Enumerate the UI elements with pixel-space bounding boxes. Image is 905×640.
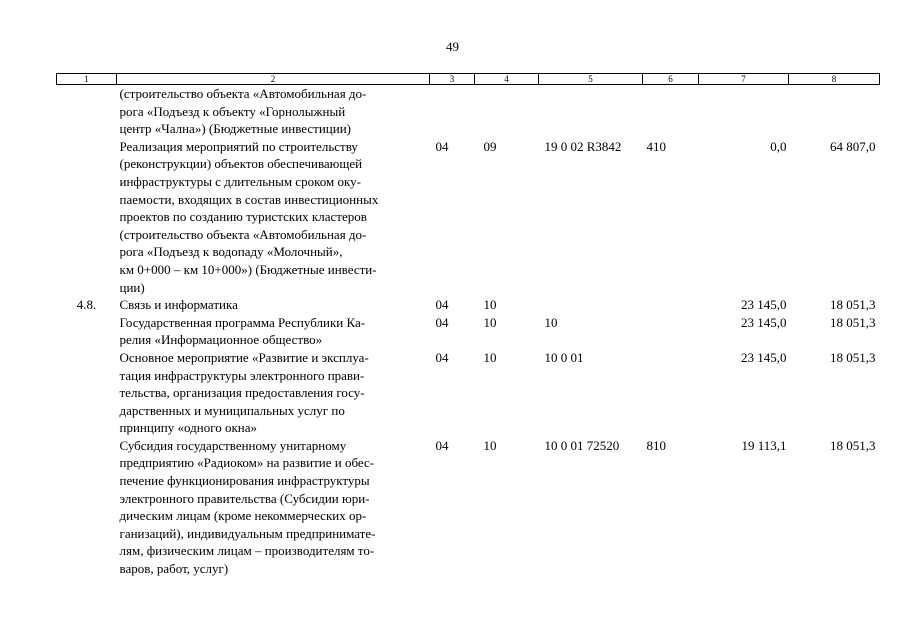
- item-number: [57, 349, 117, 437]
- target-code: 10 0 01: [544, 349, 584, 365]
- table-row: [57, 314, 880, 349]
- target-code: 19 0 02 R3842: [544, 138, 622, 154]
- item-number: [57, 437, 117, 578]
- target-code: 10: [544, 314, 558, 330]
- section-code: 04: [435, 297, 449, 313]
- column-header-7: 7: [699, 74, 789, 85]
- table-row: [57, 437, 880, 578]
- amount-col-7: 23 145,0: [741, 314, 787, 330]
- column-header-8: 8: [789, 74, 880, 85]
- target-code: 10 0 01 72520: [544, 437, 620, 453]
- column-header-6: 6: [643, 74, 699, 85]
- expense-type-code: 410: [646, 138, 666, 154]
- expense-type-code: [643, 85, 699, 138]
- section-code: 04: [435, 138, 449, 154]
- column-header-5: 5: [539, 74, 643, 85]
- amount-col-8: 64 807,0: [830, 138, 876, 154]
- expense-type-code: [643, 296, 699, 314]
- item-name: Субсидия государственному унитарному предприятию «Радиоком» на развитие и обес- печение функционирования инфраструктуры электронного правительства (Субсидии юри- дическим лицам (кроме некоммерческих ор- ганизаций), индивидуальным предпринимате- лям, физическим лицам – производителям то- варов, работ, услуг): [119, 437, 376, 577]
- subsection-code: 10: [483, 297, 497, 313]
- subsection-code: 09: [483, 138, 497, 154]
- subsection-code: 10: [483, 349, 497, 365]
- item-number: [57, 314, 117, 349]
- amount-col-8: 18 051,3: [830, 297, 876, 313]
- table-row: [57, 138, 880, 296]
- table-row: [57, 296, 880, 314]
- column-header-1: 1: [57, 74, 117, 85]
- amount-col-7: 23 145,0: [741, 297, 787, 313]
- subsection-code: 10: [483, 437, 497, 453]
- column-header-4: 4: [475, 74, 539, 85]
- amount-col-8: 18 051,3: [830, 349, 876, 365]
- column-header-3: 3: [430, 74, 475, 85]
- subsection-code: [475, 85, 539, 138]
- expense-type-code: [643, 349, 699, 437]
- expense-type-code: [643, 314, 699, 349]
- page-number: 49: [446, 39, 459, 54]
- section-code: [430, 85, 475, 138]
- section-code: 04: [435, 349, 449, 365]
- amount-col-7: [699, 85, 789, 138]
- expense-type-code: 810: [646, 437, 666, 453]
- target-code: [539, 296, 643, 314]
- item-number: [57, 138, 117, 296]
- column-number-row: [57, 74, 880, 85]
- item-name: Государственная программа Республики Ка- релия «Информационное общество»: [119, 314, 366, 348]
- table-row: [57, 349, 880, 437]
- subsection-code: 10: [483, 314, 497, 330]
- amount-col-7: 0,0: [770, 138, 787, 154]
- item-number: 4.8.: [76, 297, 97, 313]
- amount-col-8: 18 051,3: [830, 437, 876, 453]
- item-name: (строительство объекта «Автомобильная до- рога «Подъезд к объекту «Горнолыжный центр «Чална») (Бюджетные инвестиции): [119, 86, 367, 137]
- amount-col-8: 18 051,3: [830, 314, 876, 330]
- section-code: 04: [435, 314, 449, 330]
- item-name: Связь и информатика: [119, 297, 238, 313]
- budget-table: [56, 73, 880, 578]
- item-number: [57, 85, 117, 138]
- amount-col-7: 19 113,1: [741, 437, 787, 453]
- section-code: 04: [435, 437, 449, 453]
- table-row: [57, 85, 880, 138]
- item-name: Реализация мероприятий по строительству (реконструкции) объектов обеспечивающей инфраструктуры с длительным сроком оку- паемости, входящих в состав инвестиционных проектов по созданию туристских кластеров (строительство объекта «Автомобильная до- рога «Подъезд к водопаду «Молочный», км 0+000 – км 10+000») (Бюджетные инвести- ции): [119, 138, 379, 295]
- amount-col-8: [789, 85, 880, 138]
- amount-col-7: 23 145,0: [741, 349, 787, 365]
- column-header-2: 2: [117, 74, 430, 85]
- item-name: Основное мероприятие «Развитие и эксплуа- тация инфраструктуры электронного прави- тельства, организация предоставления госу- дарственных и муниципальных услуг по принципу «одного окна»: [119, 349, 369, 436]
- target-code: [539, 85, 643, 138]
